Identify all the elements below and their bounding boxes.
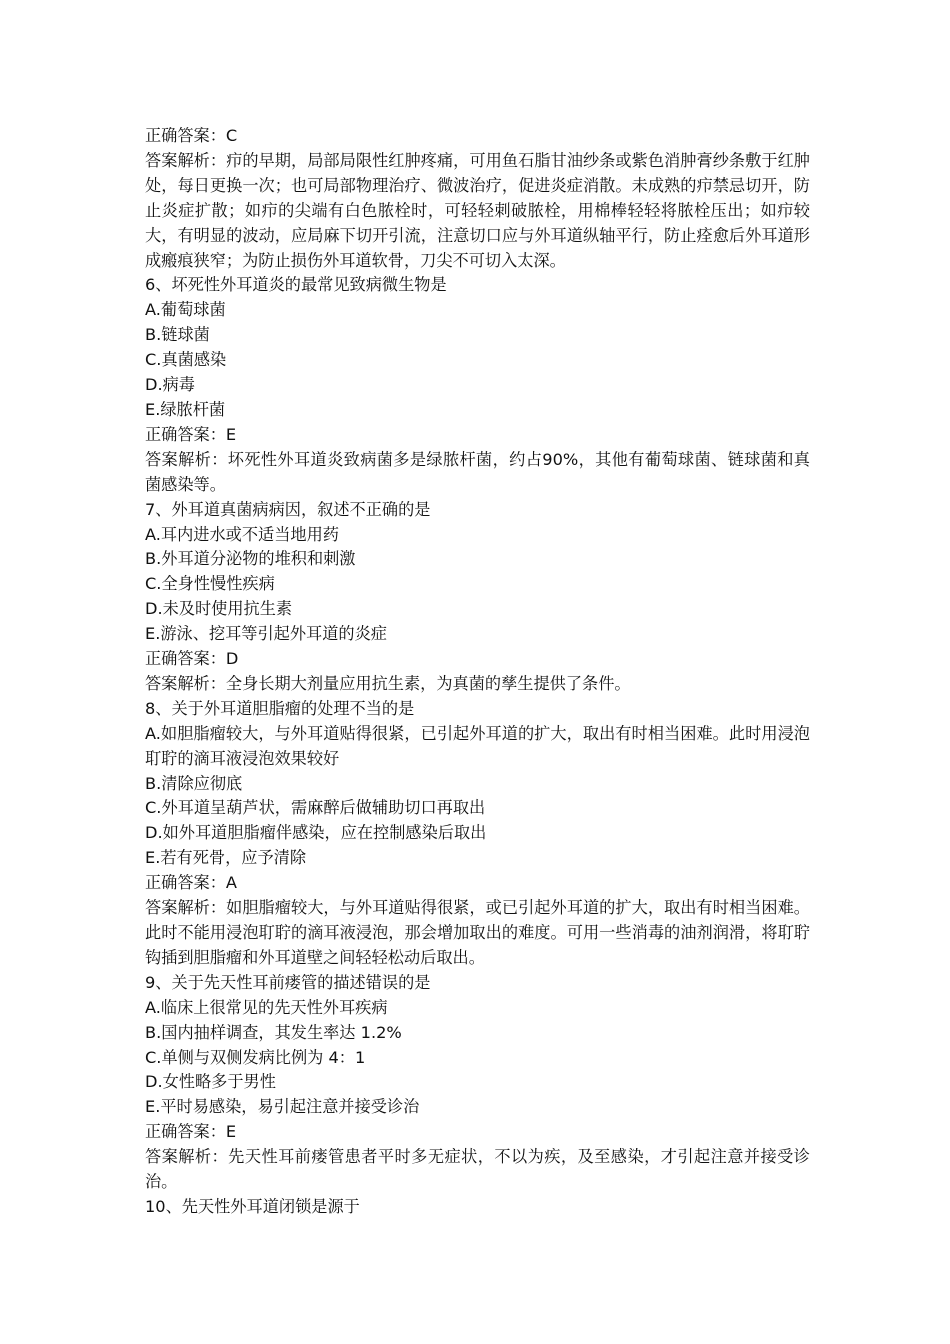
- answer-line: 正确答案：A: [145, 873, 238, 893]
- answer-line: 正确答案：D: [145, 649, 239, 669]
- option-e: E.游泳、挖耳等引起外耳道的炎症: [145, 624, 387, 644]
- explanation-paragraph: 答案解析：如胆脂瘤较大，与外耳道贴得很紧，或已引起外耳道的扩大，取出有时相当困难。此时不能用浸泡耵聍的滴耳液浸泡，那会增加取出的难度。可用一些消毒的油剂润滑，将耵聍钩插到胆脂瘤和外耳道壁之间轻轻松动后取出。: [145, 898, 810, 967]
- answer-line: 正确答案：E: [145, 424, 237, 444]
- question-7: 7、外耳道真菌病病因，叙述不正确的是: [145, 499, 431, 519]
- option-a: A.临床上很常见的先天性外耳疾病: [145, 997, 388, 1017]
- option-d: D.如外耳道胆脂瘤伴感染，应在控制感染后取出: [145, 823, 487, 843]
- option-a: A.耳内进水或不适当地用药: [145, 524, 339, 544]
- explanation-paragraph: 答案解析：坏死性外耳道炎致病菌多是绿脓杆菌，约占90%，其他有葡萄球菌、链球菌和真菌感染等。: [145, 449, 810, 494]
- option-c: C.全身性慢性疾病: [145, 574, 275, 594]
- option-e: E.平时易感染，易引起注意并接受诊治: [145, 1097, 420, 1117]
- option-c: C.真菌感染: [145, 350, 227, 370]
- option-c: C.单侧与双侧发病比例为 4：1: [145, 1047, 366, 1067]
- answer-line: 正确答案：E: [145, 1122, 237, 1142]
- answer-line: 正确答案：C: [145, 126, 238, 145]
- option-d: D.病毒: [145, 375, 195, 395]
- document-body: [145, 124, 810, 1220]
- explanation-paragraph: 答案解析：疖的早期，局部局限性红肿疼痛，可用鱼石脂甘油纱条或紫色消肿膏纱条敷于红肿处，每日更换一次；也可局部物理治疗、微波治疗，促进炎症消散。未成熟的疖禁忌切开，防止炎症扩散；如疖的尖端有白色脓栓时，可轻轻刺破脓栓，用棉棒轻轻将脓栓压出；如疖较大，有明显的波动，应局麻下切开引流，注意切口应与外耳道纵轴平行，防止痊愈后外耳道形成瘢痕狭窄；为防止损伤外耳道软骨，刀尖不可切入太深。: [145, 150, 810, 270]
- question-8: 8、关于外耳道胆脂瘤的处理不当的是: [145, 698, 415, 718]
- question-9: 9、关于先天性耳前瘘管的描述错误的是: [145, 972, 431, 992]
- explanation-paragraph: 答案解析：全身长期大剂量应用抗生素，为真菌的孳生提供了条件。: [145, 673, 631, 693]
- option-d: D.女性略多于男性: [145, 1072, 276, 1092]
- option-d: D.未及时使用抗生素: [145, 599, 293, 619]
- option-e: E.绿脓杆菌: [145, 399, 226, 419]
- option-b: B.链球菌: [145, 325, 210, 345]
- option-e: E.若有死骨，应予清除: [145, 848, 307, 868]
- question-6: 6、坏死性外耳道炎的最常见致病微生物是: [145, 275, 447, 295]
- option-c: C.外耳道呈葫芦状，需麻醉后做辅助切口再取出: [145, 798, 486, 818]
- explanation-paragraph: 答案解析：先天性耳前瘘管患者平时多无症状，不以为疾，及至感染，才引起注意并接受诊治。: [145, 1147, 810, 1192]
- question-10: 10、先天性外耳道闭锁是源于: [145, 1196, 360, 1216]
- option-b: B.国内抽样调查，其发生率达 1.2%: [145, 1022, 402, 1042]
- option-b: B.外耳道分泌物的堆积和刺激: [145, 549, 356, 569]
- option-a: A.葡萄球菌: [145, 300, 226, 320]
- option-b: B.清除应彻底: [145, 773, 243, 793]
- option-a: A.如胆脂瘤较大，与外耳道贴得很紧，已引起外耳道的扩大，取出有时相当困难。此时用浸泡耵聍的滴耳液浸泡效果较好: [145, 723, 810, 768]
